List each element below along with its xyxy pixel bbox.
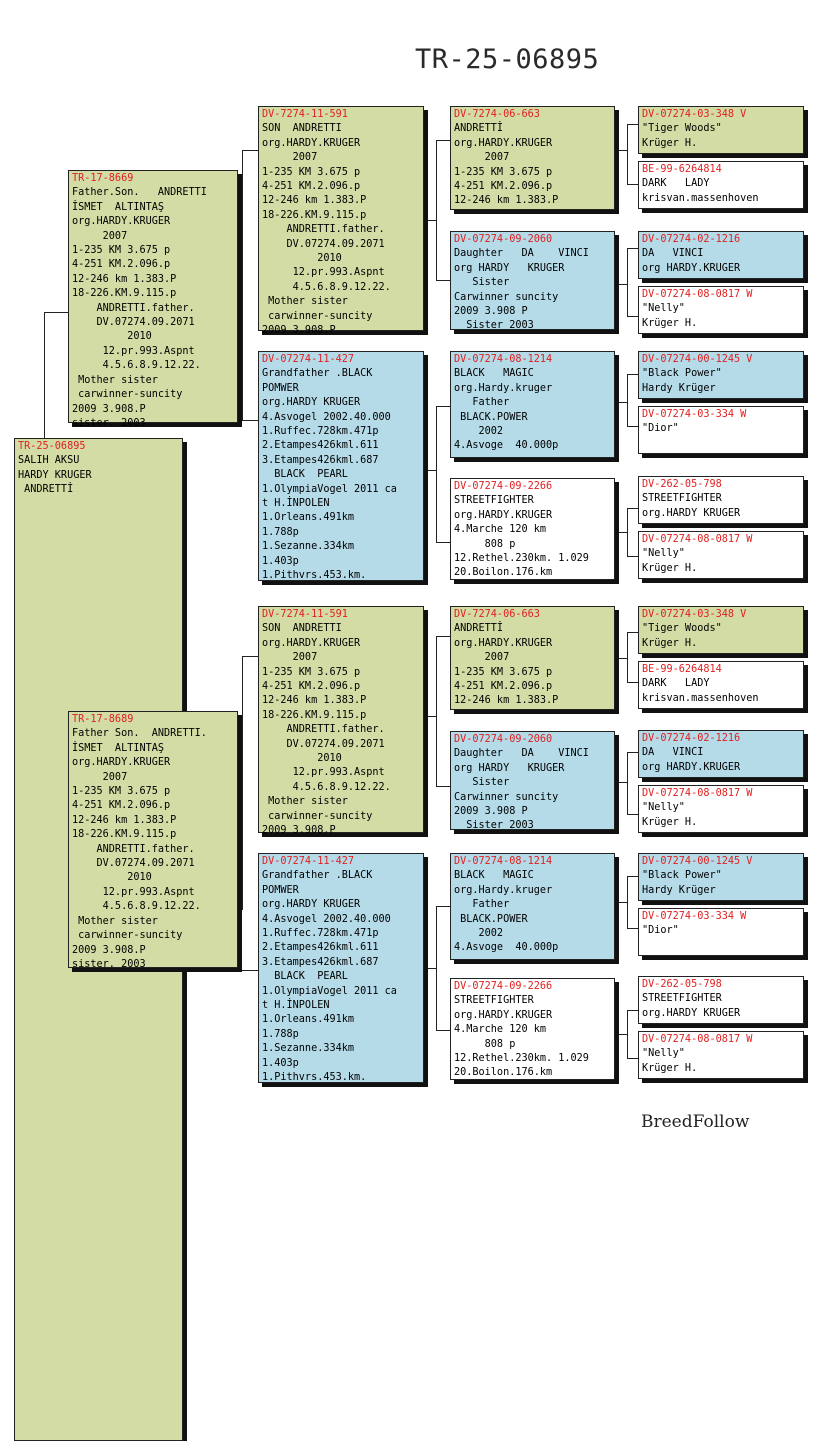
bird-info-line: ANDRETTİ xyxy=(454,623,504,635)
pedigree-box-ds xyxy=(258,606,424,837)
bird-info-line: Father.Son. ANDRETTI xyxy=(72,187,207,199)
bird-info-line: org.HARDY.KRUGER xyxy=(262,637,361,649)
bird-info-line: Carwinner suncity xyxy=(454,291,559,303)
bird-info-line: Sister 2003 xyxy=(454,820,534,832)
bird-info-line: 808 p xyxy=(454,1038,516,1050)
pedigree-box-ddd xyxy=(450,978,615,1080)
pedigree-box-sd xyxy=(258,351,424,581)
pedigree-box-g7 xyxy=(638,476,804,524)
ring-number: TR-17-8669 xyxy=(72,173,134,184)
bird-info-line: DV.07274.09.2071 xyxy=(72,317,195,329)
pedigree-box-dds xyxy=(450,853,615,960)
bird-info-line: "Nelly" xyxy=(642,303,685,315)
bird-info-line: ANDRETTI.father. xyxy=(72,302,195,314)
ring-number: DV-07274-08-1214 xyxy=(454,354,553,365)
bird-info-line: BLACK PEARL xyxy=(262,971,348,983)
bird-info-line: carwinner-suncity xyxy=(72,930,183,942)
connector-line xyxy=(627,1058,638,1059)
pedigree-box-g3 xyxy=(638,231,804,279)
bird-info-line: 1.Pithvrs.453.km. xyxy=(262,1072,367,1084)
bird-info-line: 1.788p xyxy=(262,1028,299,1040)
bird-info-line: 20.Boilon.176.km xyxy=(454,567,553,579)
pedigree-box-dsd xyxy=(450,731,615,830)
connector-line xyxy=(627,124,628,184)
pedigree-box-g1 xyxy=(638,106,804,154)
ring-number: DV-7274-06-663 xyxy=(454,109,540,120)
pedigree-box-sds xyxy=(450,351,615,458)
connector-line xyxy=(436,140,437,280)
connector-line xyxy=(615,532,627,533)
page-title: TR-25-06895 xyxy=(415,44,600,75)
bird-info-line: BLACK PEARL xyxy=(262,469,348,481)
pedigree-box-g4 xyxy=(638,286,804,334)
ring-number: DV-07274-11-427 xyxy=(262,354,355,365)
bird-info-line: DV.07274.09.2071 xyxy=(262,238,385,250)
ring-number: DV-07274-09-2266 xyxy=(454,981,553,992)
bird-info-line: DARK LADY xyxy=(642,678,710,690)
bird-info-line: "Tiger Woods" xyxy=(642,623,722,635)
bird-info-line: Grandfather .BLACK xyxy=(262,870,373,882)
bird-info-line: 2007 xyxy=(262,152,318,164)
bird-info-line: 4-251 KM.2.096.p xyxy=(454,681,553,693)
connector-line xyxy=(242,150,258,151)
bird-info-line: 12.pr.993.Aspnt xyxy=(72,886,195,898)
bird-info-line: 2.Etampes426kml.611 xyxy=(262,440,379,452)
ring-number: DV-07274-08-0817 W xyxy=(642,534,753,545)
connector-line xyxy=(627,682,638,683)
bird-info-line: 2002 xyxy=(454,928,504,940)
bird-info-line: 4-251 KM.2.096.p xyxy=(72,259,171,271)
bird-info-line: DV.07274.09.2071 xyxy=(72,858,195,870)
connector-line xyxy=(424,470,436,471)
bird-info-line: org.HARDY.KRUGER xyxy=(454,1009,553,1021)
bird-info-line: 1.Sezanne.334km xyxy=(262,1043,355,1055)
bird-info-line: DA VINCI xyxy=(642,747,704,759)
bird-info-line: org.HARDY.KRUGER xyxy=(72,216,171,228)
connector-line xyxy=(44,312,68,313)
ring-number: DV-07274-11-427 xyxy=(262,856,355,867)
bird-info-line: Mother sister xyxy=(262,796,348,808)
connector-line xyxy=(627,752,628,814)
bird-info-line: ANDRETTI.father. xyxy=(72,843,195,855)
connector-line xyxy=(615,658,627,659)
pedigree-box-g12 xyxy=(638,785,804,833)
bird-info-line: 2010 xyxy=(262,753,342,765)
bird-info-line: BLACK.POWER xyxy=(454,913,528,925)
bird-info-line: DA VINCI xyxy=(642,248,704,260)
ring-number: DV-07274-00-1245 V xyxy=(642,354,753,365)
bird-info-line: "Tiger Woods" xyxy=(642,123,722,135)
connector-line xyxy=(424,968,436,969)
bird-info-line: org.Hardy.kruger xyxy=(454,884,553,896)
bird-info-line: 12-246 km 1.383.P xyxy=(72,814,177,826)
ring-number: TR-17-8689 xyxy=(72,714,134,725)
bird-info-line: krisvan.massenhoven xyxy=(642,192,759,204)
bird-info-line: carwinner-suncity xyxy=(262,310,373,322)
bird-info-line: org.HARDY.KRUGER xyxy=(262,137,361,149)
bird-info-line: 1-235 KM 3.675 p xyxy=(262,166,361,178)
connector-line xyxy=(627,124,638,125)
bird-info-line: 1.Pithvrs.453.km. xyxy=(262,570,367,582)
connector-line xyxy=(627,1010,628,1058)
bird-info-line: 4.5.6.8.9.12.22. xyxy=(72,901,201,913)
pedigree-box-dss xyxy=(450,606,615,710)
bird-info-line: Krüger H. xyxy=(642,1062,698,1074)
bird-info-line: 4-251 KM.2.096.p xyxy=(72,800,171,812)
pedigree-box-sdd xyxy=(450,478,615,580)
bird-info-line: Carwinner suncity xyxy=(454,791,559,803)
bird-info-line: 4.Asvogel 2002.40.000 xyxy=(262,411,391,423)
bird-info-line: 2009 3.908.P xyxy=(72,403,146,415)
bird-info-line: org.Hardy.kruger xyxy=(454,382,553,394)
bird-info-line: 2009 3.908.P xyxy=(72,944,146,956)
connector-line xyxy=(627,928,638,929)
connector-line xyxy=(436,636,437,786)
ring-number: DV-07274-02-1216 xyxy=(642,234,741,245)
bird-info-line: org.HARDY KRUGER xyxy=(262,899,361,911)
bird-info-line: 1.788p xyxy=(262,526,299,538)
bird-info-line: 1-235 KM 3.675 p xyxy=(72,786,171,798)
connector-line xyxy=(436,906,450,907)
pedigree-box-g10 xyxy=(638,661,804,709)
bird-info-line: HARDY KRUGER xyxy=(18,469,92,481)
bird-info-line: Daughter DA VINCI xyxy=(454,748,589,760)
bird-info-line: 2009 3.908 P xyxy=(454,806,528,818)
bird-info-line: 4-251 KM.2.096.p xyxy=(262,181,361,193)
bird-info-line: org.HARDY.KRUGER xyxy=(72,757,171,769)
pedigree-box-ssd xyxy=(450,231,615,330)
ring-number: DV-7274-11-591 xyxy=(262,109,348,120)
pedigree-box-g13 xyxy=(638,853,804,901)
bird-info-line: ANDRETTİ xyxy=(454,123,504,135)
bird-info-line: 2007 xyxy=(454,152,510,164)
bird-info-line: 1.Orleans.491km xyxy=(262,512,355,524)
bird-info-line: org.HARDY KRUGER xyxy=(262,397,361,409)
connector-line xyxy=(424,716,436,717)
bird-info-line: 2009 3.908 P xyxy=(454,306,528,318)
bird-info-line: ANDRETTI.father. xyxy=(262,724,385,736)
bird-info-line: 1-235 KM 3.675 p xyxy=(262,666,361,678)
bird-info-line: "Nelly" xyxy=(642,802,685,814)
pedigree-box-sire xyxy=(68,170,238,429)
ring-number: DV-07274-09-2060 xyxy=(454,734,553,745)
ring-number: DV-07274-03-334 W xyxy=(642,409,747,420)
ring-number: DV-7274-11-591 xyxy=(262,609,348,620)
connector-line xyxy=(627,374,638,375)
bird-info-line: BLACK.POWER xyxy=(454,411,528,423)
ring-number: BE-99-6264814 xyxy=(642,664,722,675)
bird-info-line: 3.Etampes426kml.687 xyxy=(262,956,379,968)
bird-info-line: 2009 3.908.P xyxy=(262,325,336,337)
pedigree-box-g16 xyxy=(638,1031,804,1079)
connector-line xyxy=(627,814,638,815)
bird-info-line: Sister xyxy=(454,277,510,289)
bird-info-line: "Nelly" xyxy=(642,1048,685,1060)
bird-info-line: 4.Asvoge 40.000p xyxy=(454,942,559,954)
connector-line xyxy=(436,406,450,407)
connector-line xyxy=(627,632,628,682)
bird-info-line: org HARDY KRUGER xyxy=(454,762,565,774)
bird-info-line: 808 p xyxy=(454,538,516,550)
pedigree-box-g5 xyxy=(638,351,804,399)
bird-info-line: "Black Power" xyxy=(642,870,722,882)
ring-number: DV-07274-03-334 W xyxy=(642,911,747,922)
bird-info-line: İSMET ALTINTAŞ xyxy=(72,201,165,213)
ring-number: DV-07274-00-1245 V xyxy=(642,856,753,867)
bird-info-line: 2007 xyxy=(454,652,510,664)
bird-info-line: Father xyxy=(454,899,510,911)
connector-line xyxy=(627,876,638,877)
connector-line xyxy=(242,150,243,420)
bird-info-line: 12.pr.993.Aspnt xyxy=(72,345,195,357)
connector-line xyxy=(627,556,638,557)
bird-info-line: 12-246 km 1.383.P xyxy=(454,695,559,707)
bird-info-line: 2007 xyxy=(262,652,318,664)
bird-info-line: "Dior" xyxy=(642,423,679,435)
connector-line xyxy=(242,656,258,657)
bird-info-line: org HARDY.KRUGER xyxy=(642,262,741,274)
ring-number: DV-07274-08-1214 xyxy=(454,856,553,867)
ring-number: DV-07274-09-2060 xyxy=(454,234,553,245)
pedigree-box-g14 xyxy=(638,908,804,956)
ring-number: DV-07274-08-0817 W xyxy=(642,788,753,799)
ring-number: BE-99-6264814 xyxy=(642,164,722,175)
bird-info-line: 2010 xyxy=(72,872,152,884)
connector-line xyxy=(627,1010,638,1011)
bird-info-line: Grandfather .BLACK xyxy=(262,368,373,380)
bird-info-line: 18-226.KM.9.115.p xyxy=(262,209,367,221)
bird-info-line: sister. 2003 xyxy=(72,417,146,429)
connector-line xyxy=(436,280,450,281)
connector-line xyxy=(615,150,627,151)
bird-info-line: t H.İNPOLEN xyxy=(262,1000,330,1012)
bird-info-line: org.HARDY.KRUGER xyxy=(454,637,553,649)
bird-info-line: 2.Etampes426kml.611 xyxy=(262,942,379,954)
bird-info-line: 12.pr.993.Aspnt xyxy=(262,267,385,279)
bird-info-line: Krüger H. xyxy=(642,137,698,149)
bird-info-line: İSMET ALTINTAŞ xyxy=(72,742,165,754)
pedigree-box-ss xyxy=(258,106,424,337)
ring-number: DV-262-05-798 xyxy=(642,479,722,490)
bird-info-line: Father Son. ANDRETTI. xyxy=(72,728,207,740)
bird-info-line: 2010 xyxy=(262,253,342,265)
bird-info-line: 4.5.6.8.9.12.22. xyxy=(72,360,201,372)
connector-line xyxy=(627,508,638,509)
bird-info-line: BLACK MAGIC xyxy=(454,368,534,380)
bird-info-line: 1.Ruffec.728km.471p xyxy=(262,426,379,438)
bird-info-line: 4.5.6.8.9.12.22. xyxy=(262,781,391,793)
bird-info-line: 2009 3.908.P xyxy=(262,825,336,837)
connector-line xyxy=(44,312,45,438)
bird-info-line: carwinner-suncity xyxy=(72,389,183,401)
bird-info-line: org.HARDY.KRUGER xyxy=(454,137,553,149)
bird-info-line: STREETFIGHTER xyxy=(454,495,534,507)
connector-line xyxy=(615,902,627,903)
bird-info-line: Mother sister xyxy=(72,915,158,927)
bird-info-line: Krüger H. xyxy=(642,816,698,828)
bird-info-line: STREETFIGHTER xyxy=(642,493,722,505)
bird-info-line: 18-226.KM.9.115.p xyxy=(72,829,177,841)
bird-info-line: 18-226.KM.9.115.p xyxy=(72,288,177,300)
bird-info-line: Mother sister xyxy=(72,374,158,386)
connector-line xyxy=(627,248,638,249)
bird-info-line: 1-235 KM 3.675 p xyxy=(454,666,553,678)
bird-info-line: 12-246 km 1.383.P xyxy=(454,195,559,207)
connector-line xyxy=(627,316,638,317)
pedigree-box-g9 xyxy=(638,606,804,654)
ring-number: DV-07274-02-1216 xyxy=(642,733,741,744)
bird-info-line: 1.Ruffec.728km.471p xyxy=(262,928,379,940)
pedigree-box-sss xyxy=(450,106,615,210)
connector-line xyxy=(436,406,437,542)
bird-info-line: SON ANDRETTI xyxy=(262,623,342,635)
bird-info-line: org.HARDY KRUGER xyxy=(642,507,741,519)
pedigree-box-g8 xyxy=(638,531,804,579)
ring-number: DV-07274-08-0817 W xyxy=(642,289,753,300)
connector-line xyxy=(627,752,638,753)
bird-info-line: 12.Rethel.230km. 1.029 xyxy=(454,553,589,565)
bird-info-line: 2007 xyxy=(72,230,128,242)
connector-line xyxy=(615,782,627,783)
bird-info-line: 4-251 KM.2.096.p xyxy=(262,681,361,693)
bird-info-line: POMWER xyxy=(262,884,299,896)
bird-info-line: Sister xyxy=(454,777,510,789)
bird-info-line: 20.Boilon.176.km xyxy=(454,1067,553,1079)
bird-info-line: STREETFIGHTER xyxy=(454,995,534,1007)
bird-info-line: Krüger H. xyxy=(642,637,698,649)
bird-info-line: t H.İNPOLEN xyxy=(262,498,330,510)
bird-info-line: Daughter DA VINCI xyxy=(454,248,589,260)
bird-info-line: Mother sister xyxy=(262,296,348,308)
connector-line xyxy=(242,656,243,910)
bird-info-line: STREETFIGHTER xyxy=(642,993,722,1005)
bird-info-line: 12-246 km 1.383.P xyxy=(262,195,367,207)
bird-info-line: "Nelly" xyxy=(642,548,685,560)
bird-info-line: DARK LADY xyxy=(642,178,710,190)
connector-line xyxy=(627,426,638,427)
connector-line xyxy=(242,970,258,971)
pedigree-box-g6 xyxy=(638,406,804,454)
bird-info-line: org HARDY KRUGER xyxy=(454,262,565,274)
bird-info-line: POMWER xyxy=(262,382,299,394)
bird-info-line: Krüger H. xyxy=(642,317,698,329)
pedigree-box-g11 xyxy=(638,730,804,778)
bird-info-line: 1.403p xyxy=(262,1057,299,1069)
bird-info-line: SALIH AKSU xyxy=(18,455,80,467)
bird-info-line: 12-246 km 1.383.P xyxy=(72,273,177,285)
bird-info-line: 12.pr.993.Aspnt xyxy=(262,767,385,779)
bird-info-line: carwinner-suncity xyxy=(262,810,373,822)
bird-info-line: Father xyxy=(454,397,510,409)
bird-info-line: 1.403p xyxy=(262,555,299,567)
brand-logo-text: BreedFollow xyxy=(641,1112,750,1132)
bird-info-line: 18-226.KM.9.115.p xyxy=(262,709,367,721)
bird-info-line: krisvan.massenhoven xyxy=(642,692,759,704)
bird-info-line: ANDRETTİ xyxy=(18,484,74,496)
bird-info-line: 4.5.6.8.9.12.22. xyxy=(262,281,391,293)
connector-line xyxy=(436,542,450,543)
bird-info-line: ANDRETTI.father. xyxy=(262,224,385,236)
bird-info-line: Sister 2003 xyxy=(454,320,534,332)
connector-line xyxy=(436,140,450,141)
ring-number: DV-07274-09-2266 xyxy=(454,481,553,492)
connector-line xyxy=(627,248,628,316)
bird-info-line: 2002 xyxy=(454,426,504,438)
bird-info-line: 1.OlympiaVogel 2011 ca xyxy=(262,985,397,997)
bird-info-line: 4.Marche 120 km xyxy=(454,1024,547,1036)
connector-line xyxy=(615,402,627,403)
bird-info-line: 1.Sezanne.334km xyxy=(262,541,355,553)
connector-line xyxy=(436,636,450,637)
bird-info-line: Hardy Krüger xyxy=(642,884,716,896)
bird-info-line: Hardy Krüger xyxy=(642,382,716,394)
pedigree-box-g15 xyxy=(638,976,804,1024)
bird-info-line: SON ANDRETTI xyxy=(262,123,342,135)
bird-info-line: BLACK MAGIC xyxy=(454,870,534,882)
bird-info-line: 2007 xyxy=(72,771,128,783)
ring-number: DV-07274-03-348 V xyxy=(642,609,747,620)
ring-number: TR-25-06895 xyxy=(18,441,86,452)
connector-line xyxy=(627,374,628,426)
pedigree-box-dd xyxy=(258,853,424,1083)
bird-info-line: "Dior" xyxy=(642,925,679,937)
ring-number: DV-262-05-798 xyxy=(642,979,722,990)
bird-info-line: org.HARDY.KRUGER xyxy=(454,509,553,521)
bird-info-line: org HARDY.KRUGER xyxy=(642,761,741,773)
connector-line xyxy=(424,220,436,221)
bird-info-line: sister. 2003 xyxy=(72,958,146,970)
bird-info-line: 12.Rethel.230km. 1.029 xyxy=(454,1053,589,1065)
bird-info-line: 1.Orleans.491km xyxy=(262,1014,355,1026)
bird-info-line: "Black Power" xyxy=(642,368,722,380)
ring-number: DV-7274-06-663 xyxy=(454,609,540,620)
bird-info-line: 4.Marche 120 km xyxy=(454,524,547,536)
bird-info-line: 4.Asvoge 40.000p xyxy=(454,440,559,452)
bird-info-line: 1-235 KM 3.675 p xyxy=(72,245,171,257)
connector-line xyxy=(615,284,627,285)
connector-line xyxy=(627,184,638,185)
connector-line xyxy=(436,1030,450,1031)
connector-line xyxy=(627,876,628,928)
bird-info-line: 2010 xyxy=(72,331,152,343)
bird-info-line: Krüger H. xyxy=(642,562,698,574)
ring-number: DV-07274-08-0817 W xyxy=(642,1034,753,1045)
connector-line xyxy=(627,508,628,556)
bird-info-line: org.HARDY KRUGER xyxy=(642,1007,741,1019)
bird-info-line: 3.Etampes426kml.687 xyxy=(262,454,379,466)
pedigree-box-dam xyxy=(68,711,238,968)
bird-info-line: 4.Asvogel 2002.40.000 xyxy=(262,913,391,925)
bird-info-line: DV.07274.09.2071 xyxy=(262,738,385,750)
bird-info-line: 1-235 KM 3.675 p xyxy=(454,166,553,178)
connector-line xyxy=(436,786,450,787)
ring-number: DV-07274-03-348 V xyxy=(642,109,747,120)
bird-info-line: 4-251 KM.2.096.p xyxy=(454,181,553,193)
connector-line xyxy=(242,420,258,421)
connector-line xyxy=(615,1034,627,1035)
bird-info-line: 12-246 km 1.383.P xyxy=(262,695,367,707)
connector-line xyxy=(436,906,437,1030)
bird-info-line: 1.OlympiaVogel 2011 ca xyxy=(262,483,397,495)
connector-line xyxy=(627,632,638,633)
pedigree-box-g2 xyxy=(638,161,804,209)
